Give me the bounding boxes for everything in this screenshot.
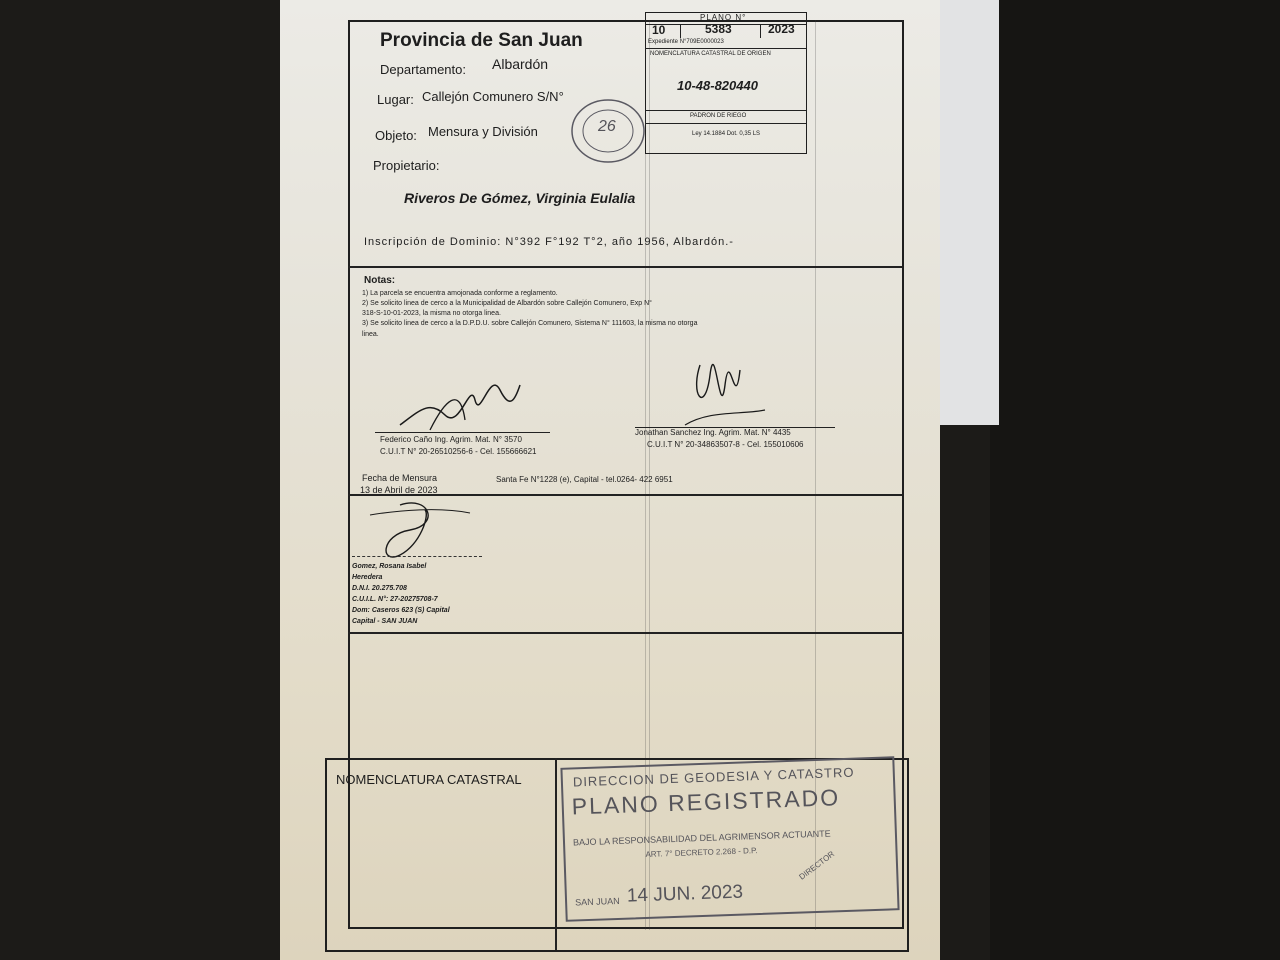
- stamp-dept: DIRECCION DE GEODESIA Y CATASTRO: [572, 764, 855, 790]
- plano-number: 5383: [705, 22, 732, 36]
- signature-jonathan: [680, 355, 770, 435]
- object-label: Objeto:: [375, 128, 417, 143]
- plano-dept-code: 10: [652, 23, 666, 37]
- nomenclatura-origin-label: NOMENCLATURA CATASTRAL DE ORIGEN: [650, 51, 771, 57]
- survey-date: 13 de Abril de 2023: [360, 485, 438, 495]
- surveyor-1-name: Federico Caño Ing. Agrim. Mat. N° 3570: [380, 435, 522, 444]
- padron-value: Ley 14.1884 Dot. 0,35 LS: [692, 131, 761, 137]
- heir-line: C.U.I.L. N°: 27-20275708-7: [352, 596, 438, 603]
- plano-title: PLANO N°: [700, 13, 747, 22]
- dark-background: [990, 0, 1280, 960]
- nomenclatura-origin-value: 10-48-820440: [677, 78, 758, 93]
- back-sheet: [935, 0, 999, 425]
- heir-line: Gomez, Rosana Isabel: [352, 563, 427, 570]
- survey-date-label: Fecha de Mensura: [362, 473, 438, 483]
- province-title: Provincia de San Juan: [380, 30, 583, 51]
- note-line: 2) Se solicito linea de cerco a la Municipalidad de Albardón sobre Callejón Comunero, Exp N°: [362, 300, 652, 307]
- footer-nomenclatura-label: NOMENCLATURA CATASTRAL: [336, 772, 522, 787]
- seal-number: 26: [598, 118, 616, 135]
- expediente-number: Expediente N°709E0000023: [648, 39, 724, 45]
- official-signature-text: DIRECTOR: [797, 849, 837, 882]
- note-line: 3) Se solicito linea de cerco a la D.P.D.U. sobre Callejón Comunero, Sistema N° 111603, la misma no otorga: [362, 320, 698, 327]
- owner-name: Riveros De Gómez, Virginia Eulalia: [404, 190, 636, 206]
- notes-title: Notas:: [364, 275, 396, 286]
- heir-line: Heredera: [352, 574, 383, 581]
- stamp-responsibility: BAJO LA RESPONSABILIDAD DEL AGRIMENSOR ACTUANTE: [572, 828, 831, 848]
- heir-line: D.N.I. 20.275.708: [352, 585, 407, 592]
- office-address: Santa Fe N°1228 (e), Capital - tel.0264- 422 6951: [496, 475, 673, 484]
- signature-heir: [370, 495, 480, 570]
- surveyor-2-cuit: C.U.I.T N° 20-34863507-8 - Cel. 155010606: [647, 440, 804, 449]
- heir-line: Capital - SAN JUAN: [352, 618, 418, 625]
- place-label: Lugar:: [377, 92, 414, 107]
- note-line: 318-S-10-01-2023, la misma no otorga linea.: [362, 310, 501, 317]
- place-value: Callejón Comunero S/N°: [422, 89, 564, 104]
- survey-plan-document: [280, 0, 940, 960]
- stamp-city: SAN JUAN: [574, 895, 620, 908]
- stamp-registered: PLANO REGISTRADO: [571, 784, 841, 820]
- surveyor-1-cuit: C.U.I.T N° 20-26510256-6 - Cel. 155666621: [380, 447, 537, 456]
- object-value: Mensura y División: [428, 124, 538, 139]
- owner-label: Propietario:: [373, 158, 440, 173]
- padron-label: PADRON DE RIEGO: [690, 113, 747, 119]
- note-line: linea.: [362, 331, 379, 338]
- note-line: 1) La parcela se encuentra amojonada conforme a reglamento.: [362, 290, 558, 297]
- domain-registration: Inscripción de Dominio: N°392 F°192 T°2, año 1956, Albardón.-: [364, 236, 734, 248]
- stamp-decree: ART. 7° DECRETO 2.268 - D.P.: [645, 846, 758, 859]
- heir-line: Dom: Caseros 623 (S) Capital: [352, 607, 450, 614]
- department-label: Departamento:: [380, 62, 466, 77]
- surveyor-2-name: Jonathan Sanchez Ing. Agrim. Mat. N° 4435: [635, 428, 791, 437]
- department-value: Albardón: [492, 56, 549, 72]
- registration-stamp: [560, 756, 899, 922]
- plano-year: 2023: [768, 22, 795, 36]
- signature-federico: [390, 360, 530, 440]
- stamp-date: 14 JUN. 2023: [626, 881, 744, 907]
